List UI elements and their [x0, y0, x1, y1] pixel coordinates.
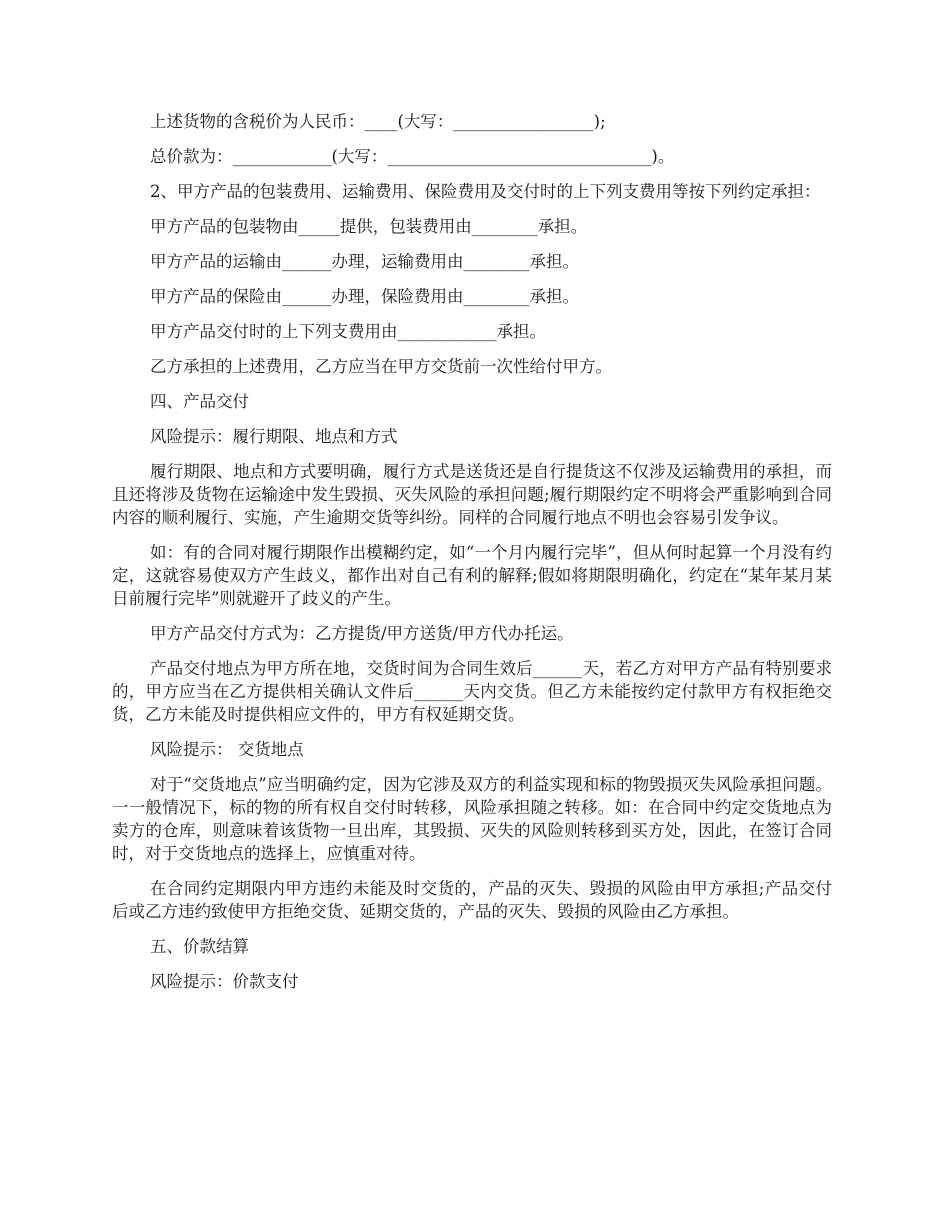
paragraph-fee-clause: 2、甲方产品的包装费用、运输费用、保险费用及交付时的上下列支费用等按下列约定承担： [150, 182, 821, 201]
section-heading-settlement: 五、价款结算 [150, 937, 249, 956]
paragraph-performance-terms: 履行期限、地点和方式要明确，履行方式是送货还是自行提货这不仅涉及运输费用的承担，而且还将涉及货物在运输途中发生毁损、灭失风险的承担问题;履行期限约定不明将会严重影响到合同内容的顺利履行、实施，产生逾期交货等纠纷。同样的合同履行地点不明也会容易引发争议。 [112, 462, 832, 527]
section-heading-delivery: 四、产品交付 [150, 392, 249, 411]
paragraph-total-price: 总价款为：____________(大写：________________________________)。 [150, 147, 675, 166]
paragraph-delivery-place-detail: 对于“交货地点”应当明确约定，因为它涉及双方的利益实现和标的物毁损灭失风险承担问题。一一般情况下，标的物的所有权自交付时转移，风险承担随之转移。如：在合同中约定交货地点为卖方的仓库，则意味着该货物一旦出库，其毁损、灭失的风险则转移到买方处，因此，在签订合同时，对于交货地点的选择上，应慎重对待。 [112, 775, 832, 863]
paragraph-packaging: 甲方产品的包装物由_____提供，包装费用由________承担。 [150, 217, 588, 236]
paragraph-delivery-fees: 甲方产品交付时的上下列支费用由____________承担。 [150, 322, 546, 341]
paragraph-delivery-method: 甲方产品交付方式为：乙方提货/甲方送货/甲方代办托运。 [150, 624, 574, 643]
paragraph-tax-price: 上述货物的含税价为人民币：____(大写：_________________); [150, 112, 606, 131]
risk-tip-delivery-place: 风险提示： 交货地点 [150, 740, 304, 759]
paragraph-example: 如：有的合同对履行期限作出模糊约定，如“一个月内履行完毕”，但从何时起算一个月没有约定，这就容易使双方产生歧义，都作出对自己有利的解释;假如将期限明确化，约定在“某年某月某日前履行完毕”则就避开了歧义的产生。 [112, 543, 832, 608]
document-body [112, 110, 832, 1005]
risk-tip-payment: 风险提示：价款支付 [150, 972, 299, 991]
paragraph-transport: 甲方产品的运输由______办理，运输费用由________承担。 [150, 252, 579, 271]
paragraph-risk-allocation: 在合同约定期限内甲方违约未能及时交货的，产品的灭失、毁损的风险由甲方承担;产品交付后或乙方违约致使甲方拒绝交货、延期交货的，产品的灭失、毁损的风险由乙方承担。 [112, 879, 832, 921]
paragraph-insurance: 甲方产品的保险由______办理，保险费用由________承担。 [150, 287, 579, 306]
paragraph-payment-before-delivery: 乙方承担的上述费用，乙方应当在甲方交货前一次性给付甲方。 [150, 357, 612, 376]
paragraph-delivery-place: 产品交付地点为甲方所在地，交货时间为合同生效后______天，若乙方对甲方产品有特别要求的，甲方应当在乙方提供相关确认文件后______天内交货。但乙方未能按约定付款甲方有权拒绝交货，乙方未能及时提供相应文件的，甲方有权延期交货。 [112, 659, 832, 724]
risk-tip-performance: 风险提示：履行期限、地点和方式 [150, 427, 398, 446]
